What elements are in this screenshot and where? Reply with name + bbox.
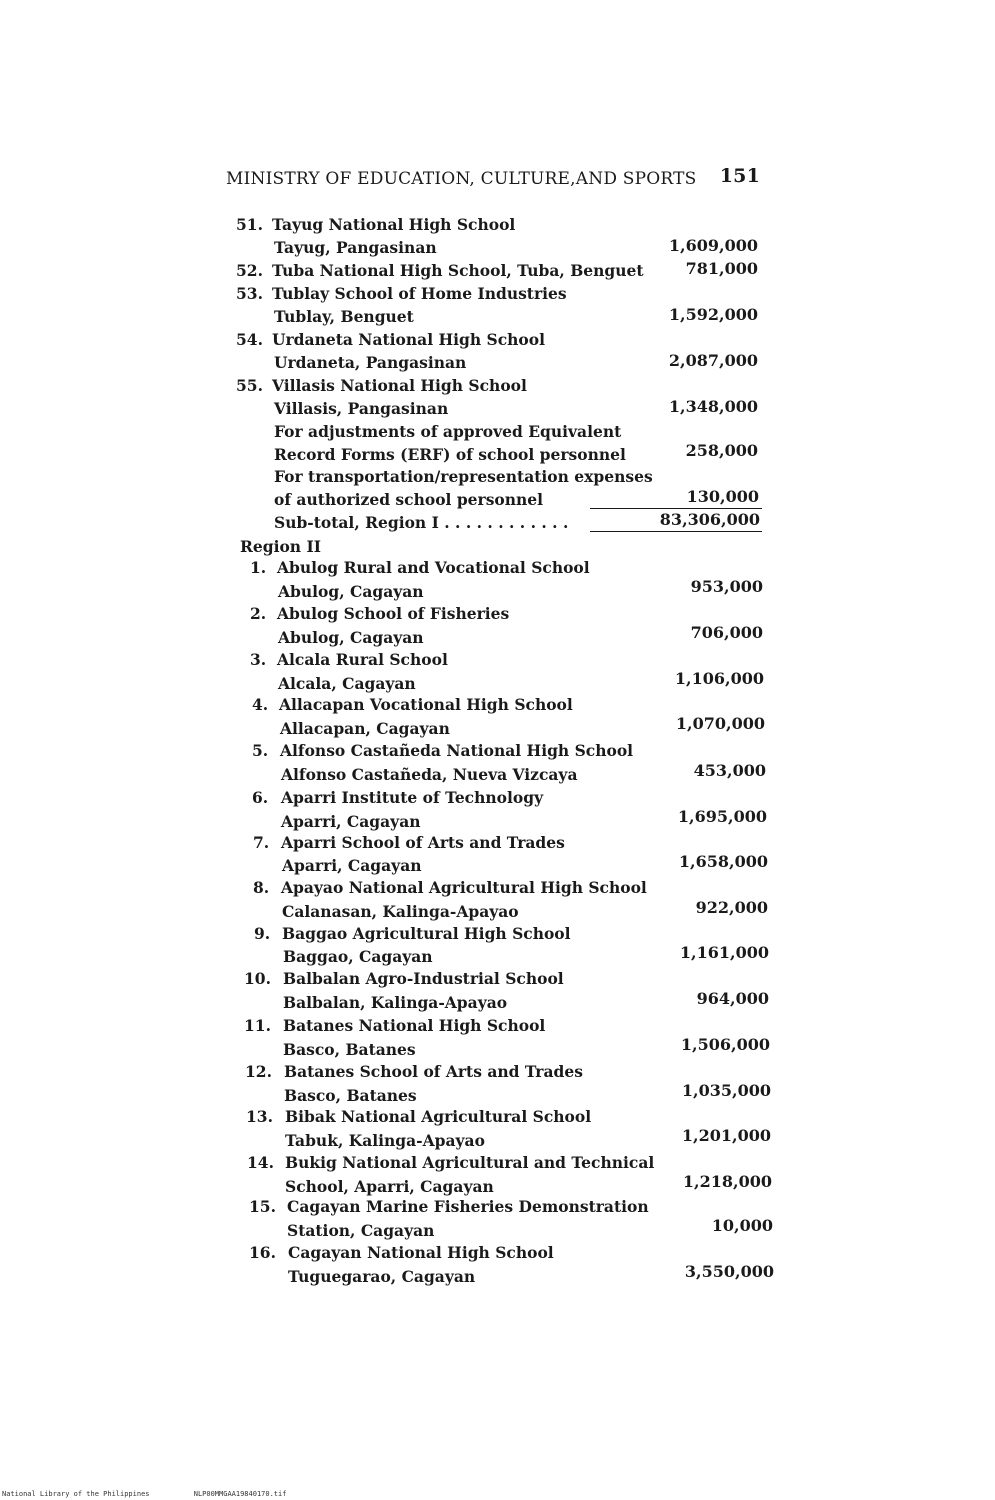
entry-amount: 1,592,000 [668,305,758,324]
entry-name: Alfonso Castañeda National High School [280,741,634,760]
entry-name: Abulog Rural and Vocational School [277,558,590,577]
entry-number: 2. [250,604,267,623]
erf-adjustment-line2: Record Forms (ERF) of school personnel [274,445,626,464]
entry-location: Calanasan, Kalinga-Apayao [282,902,519,921]
erf-adjustment-line1: For adjustments of approved Equivalent [274,422,622,441]
entry-amount: 1,506,000 [680,1035,770,1054]
subtotal-amount: 83,306,000 [659,510,760,529]
entry-amount: 10,000 [711,1216,773,1235]
entry-amount: 1,695,000 [677,807,767,826]
entry-amount: 1,035,000 [681,1081,771,1100]
entry-name: Tuba National High School, Tuba, Benguet [272,261,644,280]
entry-location: Abulog, Cagayan [278,582,424,601]
entry-name: Tublay School of Home Industries [272,284,567,303]
entry-amount: 3,550,000 [684,1262,774,1281]
transport-expense-line2: of authorized school personnel [274,490,544,509]
entry-amount: 2,087,000 [668,351,758,370]
entry-name: Bibak National Agricultural School [285,1107,592,1126]
entry-number: 8. [253,878,270,897]
entry-location: Tuguegarao, Cagayan [288,1267,476,1286]
entry-name: Bukig National Agricultural and Technical [285,1153,655,1172]
entry-name: Aparri School of Arts and Trades [281,833,565,852]
page-number: 151 [719,165,760,187]
entry-number: 16. [249,1243,276,1262]
entry-name: Apayao National Agricultural High School [281,878,647,897]
entry-number: 53. [236,284,263,303]
library-credit: National Library of the Philippines [2,1490,150,1498]
entry-location: Baggao, Cagayan [283,947,433,966]
entry-location: Alfonso Castañeda, Nueva Vizcaya [281,765,578,784]
transport-expense-amount: 130,000 [686,487,759,506]
subtotal-label: Sub-total, Region I . . . . . . . . . . . . [274,513,569,532]
region-heading: Region II [240,537,321,556]
entry-name: Aparri Institute of Technology [281,788,544,807]
entry-amount: 1,658,000 [678,852,768,871]
entry-number: 4. [252,695,269,714]
entry-name: Urdaneta National High School [272,330,545,349]
entry-name: Baggao Agricultural High School [282,924,571,943]
entry-number: 10. [244,969,271,988]
entry-amount: 781,000 [685,259,758,278]
entry-number: 51. [236,215,263,234]
entry-number: 12. [245,1062,272,1081]
entry-location: Tabuk, Kalinga-Apayao [285,1131,485,1150]
entry-name: Cagayan National High School [288,1243,554,1262]
entry-amount: 922,000 [695,898,768,917]
entry-amount: 1,161,000 [679,943,769,962]
entry-amount: 453,000 [693,761,766,780]
entry-name: Abulog School of Fisheries [277,604,510,623]
entry-number: 15. [249,1197,276,1216]
subtotal-underline [590,531,762,532]
entry-amount: 1,348,000 [668,397,758,416]
entry-location: Tublay, Benguet [274,307,414,326]
entry-amount: 1,070,000 [675,714,765,733]
entry-location: Station, Cagayan [287,1221,435,1240]
entry-location: Alcala, Cagayan [278,674,416,693]
entry-location: Aparri, Cagayan [281,812,421,831]
entry-number: 52. [236,261,263,280]
entry-number: 55. [236,376,263,395]
entry-name: Balbalan Agro-Industrial School [283,969,564,988]
entry-location: Villasis, Pangasinan [274,399,449,418]
entry-number: 5. [252,741,269,760]
entry-location: Abulog, Cagayan [278,628,424,647]
entry-amount: 1,106,000 [674,669,764,688]
scan-footer [2,1490,326,1498]
ministry-title: MINISTRY OF EDUCATION, CULTURE,AND SPORTS [226,169,697,189]
entry-location: Balbalan, Kalinga-Apayao [283,993,508,1012]
entry-amount: 1,201,000 [681,1126,771,1145]
entry-location: Basco, Batanes [283,1040,416,1059]
entry-name: Villasis National High School [272,376,527,395]
entry-number: 11. [244,1016,271,1035]
entry-name: Batanes School of Arts and Trades [284,1062,583,1081]
entry-location: Tayug, Pangasinan [274,238,437,257]
entry-number: 9. [254,924,271,943]
entry-location: School, Aparri, Cagayan [285,1177,494,1196]
entry-name: Cagayan Marine Fisheries Demonstration [287,1197,649,1216]
entry-location: Basco, Batanes [284,1086,417,1105]
entry-name: Batanes National High School [283,1016,546,1035]
entry-number: 13. [246,1107,273,1126]
entry-amount: 706,000 [690,623,763,642]
entry-number: 6. [252,788,269,807]
entry-number: 54. [236,330,263,349]
entry-number: 1. [250,558,267,577]
subtotal-divider [590,508,762,509]
entry-name: Tayug National High School [272,215,516,234]
entry-number: 7. [253,833,270,852]
entry-name: Allacapan Vocational High School [279,695,573,714]
entry-number: 14. [247,1153,274,1172]
transport-expense-line1: For transportation/representation expenses [274,467,653,486]
erf-adjustment-amount: 258,000 [685,441,758,460]
entry-number: 3. [250,650,267,669]
entry-location: Aparri, Cagayan [282,856,422,875]
scan-filename: NLP00MMGAA19840170.tif [193,1490,287,1498]
entry-location: Urdaneta, Pangasinan [274,353,467,372]
entry-amount: 1,218,000 [682,1172,772,1191]
entry-amount: 964,000 [696,989,769,1008]
entry-amount: 953,000 [690,577,763,596]
entry-amount: 1,609,000 [668,236,758,255]
entry-location: Allacapan, Cagayan [280,719,450,738]
entry-name: Alcala Rural School [277,650,448,669]
